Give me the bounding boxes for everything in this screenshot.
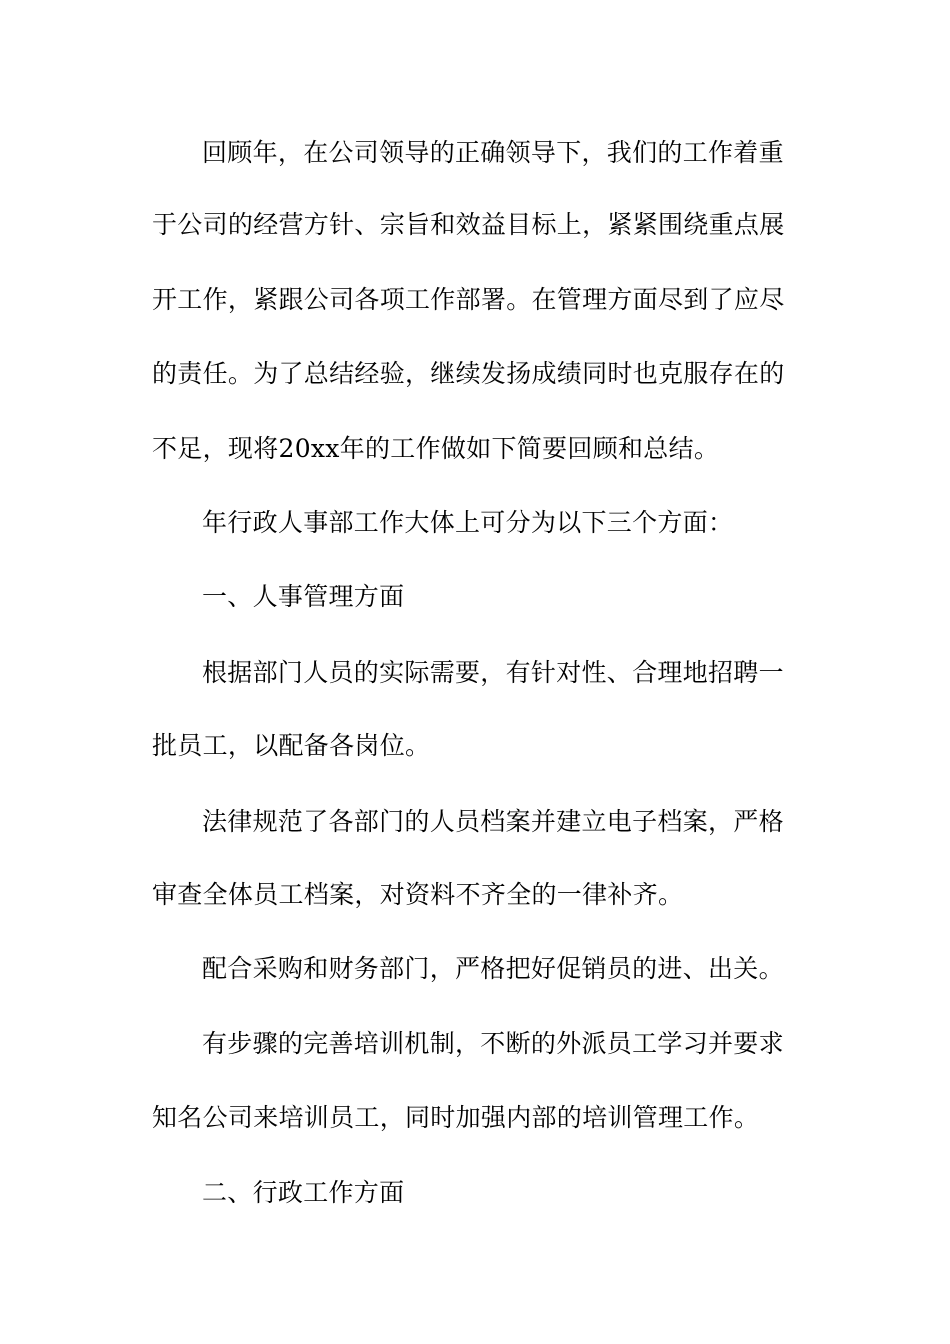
paragraph-1-line-5: 不足，现将20xx年的工作做如下简要回顾和总结。 (152, 434, 720, 463)
paragraph-1-line-4: 的责任。为了总结经验，继续发扬成绩同时也克服存在的 (152, 359, 785, 388)
paragraph-1-line-1: 回顾年，在公司领导的正确领导下，我们的工作着重 (202, 138, 784, 167)
section-heading-2: 二、行政工作方面 (202, 1178, 405, 1207)
paragraph-3-line-1: 根据部门人员的实际需要，有针对性、合理地招聘一 (202, 658, 784, 687)
paragraph-6-line-1: 有步骤的完善培训机制，不断的外派员工学习并要求 (202, 1029, 784, 1058)
paragraph-2: 年行政人事部工作大体上可分为以下三个方面： (202, 508, 734, 537)
paragraph-1-line-2: 于公司的经营方针、宗旨和效益目标上，紧紧围绕重点展 (152, 210, 785, 239)
paragraph-4-line-2: 审查全体员工档案，对资料不齐全的一律补齐。 (152, 880, 684, 909)
paragraph-4-line-1: 法律规范了各部门的人员档案并建立电子档案，严格 (202, 807, 784, 836)
paragraph-3-line-2: 批员工，以配备各岗位。 (152, 731, 431, 760)
section-heading-1: 一、人事管理方面 (202, 582, 405, 611)
paragraph-5: 配合采购和财务部门，严格把好促销员的进、出关。 (202, 954, 784, 983)
paragraph-6-line-2: 知名公司来培训员工，同时加强内部的培训管理工作。 (152, 1103, 760, 1132)
paragraph-1-line-3: 开工作，紧跟公司各项工作部署。在管理方面尽到了应尽 (152, 285, 785, 314)
